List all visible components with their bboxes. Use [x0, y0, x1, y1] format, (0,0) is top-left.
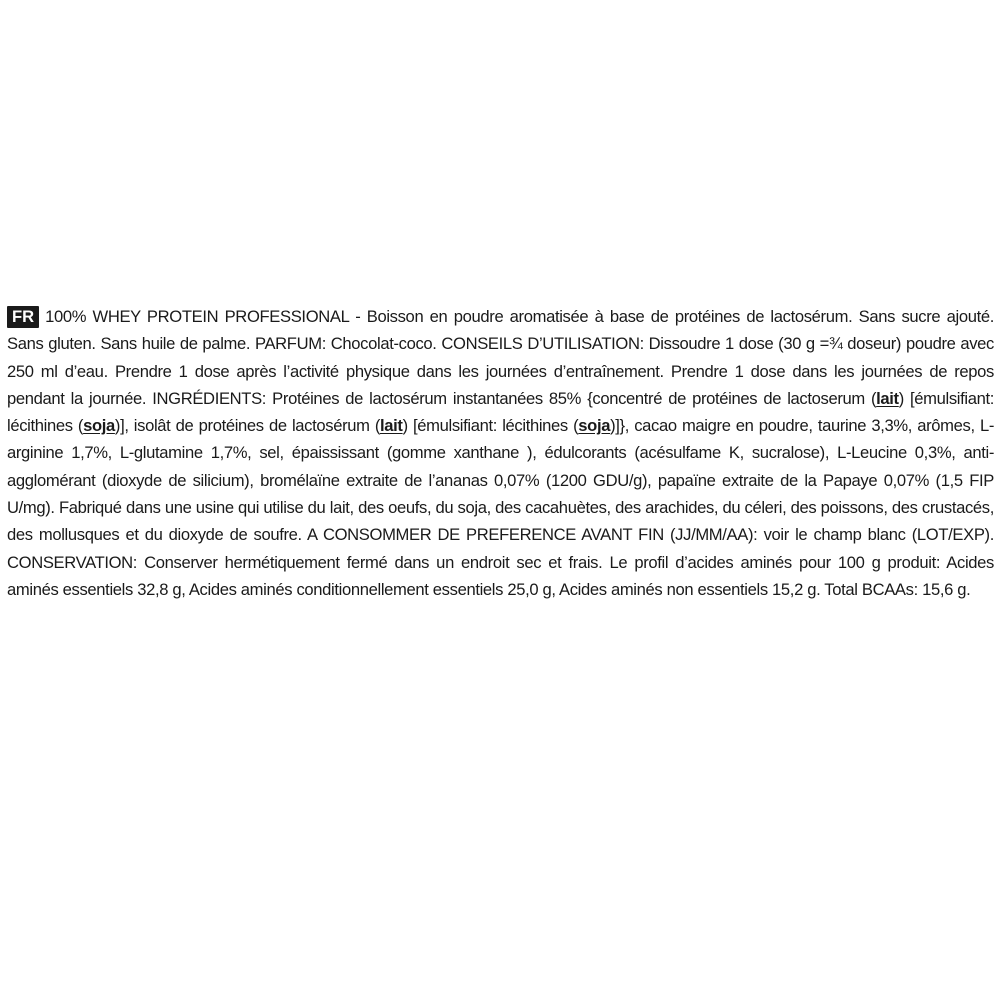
label-body [7, 307, 994, 599]
product-label-text [7, 303, 994, 603]
allergen-soja: soja [578, 416, 611, 436]
text-segment: ) [émulsifiant: lécithines ( [7, 388, 995, 436]
text-segment: ) [émulsifiant: lécithines ( [402, 416, 579, 436]
allergen-soja: soja [83, 416, 115, 436]
text-segment: 100% WHEY PROTEIN PROFESSIONAL - Boisson en poudre aromatisée à base de protéines de lactosérum. Sans sucre ajouté. Sans gluten. Sans huile de palme. PARFUM: Chocolat-coco. CONSEILS D’UTILISATION: Dissoudre 1 dose (30 g =¾ doseur) poudre avec 250 ml d’eau. Prendre 1 dose après l’activité physique dans les journées d’entraînement. Prendre 1 dose dans les journées de repos pendant la journée. INGRÉDIENTS: Protéines de lactosérum instantanées 85% {concentré de protéines de lactoserum ( [7, 307, 994, 408]
allergen-lait: lait [876, 388, 899, 408]
allergen-lait: lait [380, 416, 403, 436]
text-segment: )], isolât de protéines de lactosérum ( [114, 416, 381, 436]
language-badge: FR [7, 306, 39, 328]
text-segment: )]}, cacao maigre en poudre, taurine 3,3%, arômes, L-arginine 1,7%, L-glutamine 1,7%, sel, épaississant (gomme xanthane ), édulcorants (acésulfame K, sucralose), L-Leucine 0,3%, anti-agglomérant (dioxyde de silicium), bromélaïne extraite de l’ananas 0,07% (1200 GDU/g), papaïne extraite de la Papaye 0,07% (1,5 FIP U/mg). Fabriqué dans une usine qui utilise du lait, des oeufs, du soja, des cacahuètes, des arachides, du céleri, des poissons, des crustacés, des mollusques et du dioxyde de soufre. A CONSOMMER DE PREFERENCE AVANT FIN (JJ/MM/AA): voir le champ blanc (LOT/EXP). CONSERVATION: Conserver hermétiquement fermé dans un endroit sec et frais. Le profil d’acides aminés pour 100 g produit: Acides aminés essentiels 32,8 g, Acides aminés conditionnellement essentiels 25,0 g, Acides aminés non essentiels 15,2 g. Total BCAAs: 15,6 g. [7, 416, 994, 599]
